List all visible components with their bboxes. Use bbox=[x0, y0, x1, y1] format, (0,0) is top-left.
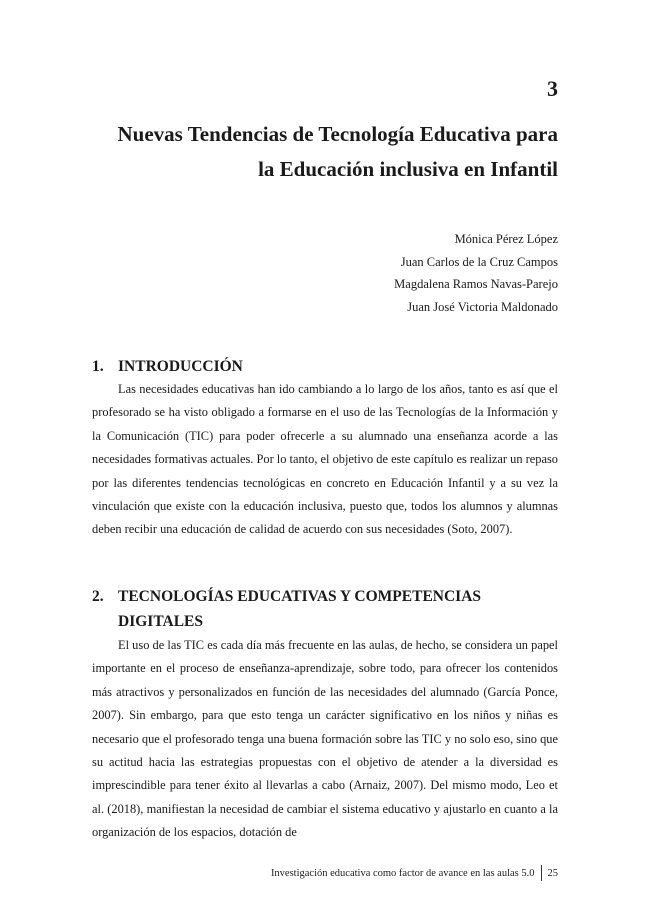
page-footer bbox=[271, 865, 558, 881]
chapter-title-line-2: la Educación inclusiva en Infantil bbox=[258, 157, 558, 181]
section-heading-introduccion bbox=[92, 354, 558, 379]
footer-separator bbox=[541, 865, 542, 881]
section-paragraph-introduccion: Las necesidades educativas han ido cambiando a lo largo de los años, tanto es así que el profesorado se ha visto obligado a formarse en el uso de las Tecnologías de la Información y la Comunicación (TIC) para poder ofrecerle a su alumnado una enseñanza acorde a las necesidades formativas actuales. Por lo tanto, el objetivo de este capítulo es realizar un repaso por las diferentes tendencias tecnológicas en concreto en Educación Infantil y a su vez la vinculación que existe con la educación inclusiva, puesto que, todos los alumnos y alumnas deben recibir una educación de calidad de acuerdo con sus necesidades (Soto, 2007). bbox=[92, 382, 558, 537]
section-number: 2. bbox=[92, 588, 104, 605]
author-name: Juan José Victoria Maldonado bbox=[407, 299, 558, 314]
author-name: Magdalena Ramos Navas-Parejo bbox=[394, 277, 558, 291]
footer-book-title: Investigación educativa como factor de avance en las aulas 5.0 bbox=[270, 867, 535, 879]
chapter-title-line-1: Nuevas Tendencias de Tecnología Educativa para bbox=[117, 122, 558, 146]
author-name: Juan Carlos de la Cruz Campos bbox=[400, 254, 558, 269]
chapter-number: 3 bbox=[547, 76, 558, 101]
page-number: 25 bbox=[547, 867, 558, 879]
section-heading-tecnologias bbox=[92, 584, 558, 634]
section-title-line-2: DIGITALES bbox=[118, 613, 203, 630]
section-title: INTRODUCCIÓN bbox=[118, 358, 243, 375]
section-title-line-1: TECNOLOGÍAS EDUCATIVAS Y COMPETENCIAS bbox=[118, 588, 482, 605]
chapter-title bbox=[92, 117, 558, 187]
author-list bbox=[394, 228, 558, 318]
author-name: Mónica Pérez López bbox=[454, 232, 558, 246]
section-paragraph-tecnologias: El uso de las TIC es cada día más frecuente en las aulas, de hecho, se considera un papel importante en el proceso de enseñanza-aprendizaje, sobre todo, para ofrecer los contenidos más atractivos y personalizados en función de las necesidades del alumnado (García Ponce, 2007). Sin embargo, para que esto tenga un carácter significativo en los niños y niñas es necesario que el profesorado tenga una buena formación sobre las TIC y no solo eso, sino que su actitud hacia las estrategias propuestas con el objetivo de atender a la diversidad es imprescindible para tener éxito al llevarlas a cabo (Arnaiz, 2007). Del mismo modo, Leo et al. (2018), manifiestan la necesidad de cambiar el sistema educativo y ajustarlo en cuanto a la organización de los espacios, dotación de bbox=[92, 638, 558, 840]
section-number: 1. bbox=[92, 358, 104, 375]
